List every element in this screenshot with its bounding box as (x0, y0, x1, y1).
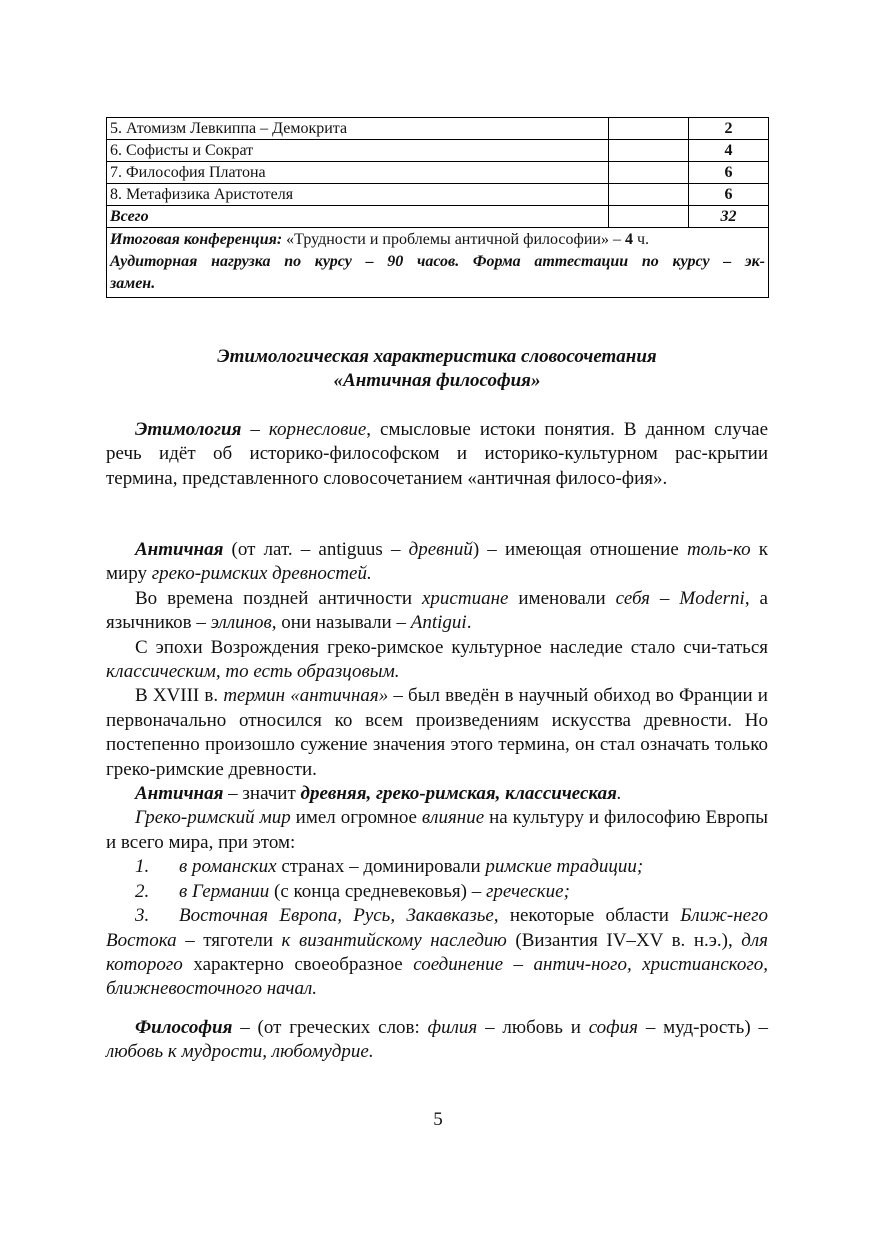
text-run: христиане (421, 587, 509, 609)
text-run: влияние (421, 807, 485, 829)
section-heading (106, 345, 768, 393)
text-run: С эпохи Возрождения греко-римское культурное наследие стало счи-таться (135, 636, 768, 658)
text-run: характерно своеобразное (182, 953, 414, 975)
text-run: эллинов (210, 612, 272, 634)
text-run: греко-римских древностей. (151, 563, 372, 585)
dash: – (241, 419, 269, 440)
topic-cell: 6. Софисты и Сократ (107, 140, 609, 162)
text-run: ) – имеющая отношение (472, 539, 687, 560)
load-line-2: замен. (110, 275, 156, 292)
conference-line (110, 229, 765, 251)
text-run: древний (408, 539, 473, 560)
hours-cell: 4 (689, 140, 769, 162)
etymology-synonym: корнесловие (268, 419, 367, 440)
text-run: толь-ко (686, 539, 751, 560)
conference-label: Итоговая конференция: (110, 231, 283, 248)
text-run: на культуру и философию Европы и всего мира, при этом: (106, 807, 768, 853)
text-run: , они называли – (271, 612, 411, 634)
etymology-paragraph (106, 418, 768, 491)
total-label: Всего (107, 206, 609, 228)
text-run: – был введён в научный обиход во Франции и первоначально относился ко всем произведениям искусства древности. Но постепенно произошло сужение значения этого термина, он стал означать только греко-римские древности. (106, 685, 768, 780)
text-run: римские традиции; (485, 856, 644, 878)
text-run: (Византия IV–XV в. н.э.), (506, 929, 742, 951)
table-footer-cell (107, 228, 769, 298)
table-footer-row (107, 228, 769, 298)
text-run: для которого (106, 929, 768, 975)
text-run: Восточная Европа, Русь, Закавказье, (179, 905, 499, 927)
text-run: соединение – антич-ного, христианского, ближневосточного начал. (106, 953, 768, 1000)
text-run: . (466, 612, 472, 634)
etymology-term: Этимология (135, 419, 242, 440)
conference-hours: 4 (624, 231, 633, 248)
antique-section (106, 538, 768, 1002)
hours-cell: 2 (689, 118, 769, 140)
text-run: классическим, то есть образцовым. (106, 661, 400, 683)
empty-cell (609, 140, 689, 162)
text-run: Греко-римский мир (135, 807, 291, 829)
table-row (107, 162, 769, 184)
list-number: 3. (135, 905, 150, 927)
topic-cell: 7. Философия Платона (107, 162, 609, 184)
antique-paragraph-5 (106, 782, 768, 806)
etymology-section (106, 418, 768, 491)
text-run: – муд-рость) – (637, 1017, 768, 1038)
text-run: – тяготели (176, 929, 282, 951)
list-item (106, 855, 768, 879)
text-run: филия (427, 1017, 478, 1038)
hours-cell: 6 (689, 184, 769, 206)
text-run: в Германии (179, 880, 270, 902)
text-run: Ближ-него Востока (106, 905, 768, 951)
text-run: – любовь и (477, 1017, 589, 1038)
text-run: Во времена поздней античности (135, 587, 422, 609)
empty-cell (609, 184, 689, 206)
topic-cell: 8. Метафизика Аристотеля (107, 184, 609, 206)
table-row (107, 184, 769, 206)
text-run: софия (588, 1017, 638, 1038)
antique-paragraph-3 (106, 636, 768, 685)
antique-paragraph-6 (106, 806, 768, 855)
heading-line-2: «Античная философия» (333, 370, 541, 391)
philosophy-paragraph (106, 1016, 768, 1065)
text-run: именовали (508, 587, 616, 609)
load-line-1: Аудиторная нагрузка по курсу – 90 часов. Форма аттестации по курсу – эк- (110, 253, 765, 270)
text-run: в романских (179, 856, 277, 878)
topic-cell: 5. Атомизм Левкиппа – Демокрита (107, 118, 609, 140)
text-run: В XVIII в. (135, 685, 224, 707)
antique-paragraph-2 (106, 587, 768, 636)
text-run: Antigui (410, 612, 467, 634)
total-value: 32 (689, 206, 769, 228)
table-row (107, 140, 769, 162)
text-run: странах – доминировали (276, 856, 486, 878)
list-number: 2. (135, 880, 150, 902)
empty-cell (609, 118, 689, 140)
philosophy-section (106, 1016, 768, 1065)
text-run: греческие; (485, 880, 570, 902)
course-hours-table (106, 117, 769, 298)
page-number: 5 (433, 1109, 443, 1130)
text-run: себя – Moderni (615, 587, 745, 609)
text-run: к миру (106, 539, 768, 585)
hours-cell: 6 (689, 162, 769, 184)
table-row (107, 118, 769, 140)
text-run: – значит (223, 783, 301, 805)
text-run: . (616, 783, 622, 805)
conference-unit: ч. (632, 231, 650, 248)
empty-cell (609, 206, 689, 228)
text-run: – (от греческих слов: (232, 1017, 428, 1038)
text-run: (с конца средневековья) – (269, 880, 486, 902)
text-run: имел огромное (290, 807, 422, 829)
heading-line-1: Этимологическая характеристика словосочетания (217, 346, 657, 367)
conference-text: «Трудности и проблемы античной философии» – (282, 231, 625, 248)
antique-paragraph-1 (106, 538, 768, 587)
text-run: термин «античная» (223, 685, 389, 707)
text-run: , а язычников – (106, 587, 768, 634)
list-number: 1. (135, 856, 150, 878)
empty-cell (609, 162, 689, 184)
text-run: некоторые области (498, 905, 681, 927)
text-run: к византийскому наследию (281, 929, 507, 951)
text-run: древняя, греко-римская, классическая (300, 783, 617, 805)
antique-paragraph-4 (106, 684, 768, 782)
etymology-text: , смысловые истоки понятия. В данном случае речь идёт об историко-философском и историко-культурном рас-крытии термина, представленного словосочетанием «античная филосо-фия». (106, 419, 768, 489)
table-total-row (107, 206, 769, 228)
text-run: (от лат. – antiguus – (223, 539, 409, 560)
antique-term: Античная (135, 783, 224, 805)
list-item (106, 880, 768, 904)
antique-term: Античная (135, 539, 224, 560)
text-run: любовь к мудрости, любомудрие. (106, 1041, 374, 1063)
philosophy-term: Философия (135, 1017, 233, 1038)
list-item (106, 904, 768, 1002)
